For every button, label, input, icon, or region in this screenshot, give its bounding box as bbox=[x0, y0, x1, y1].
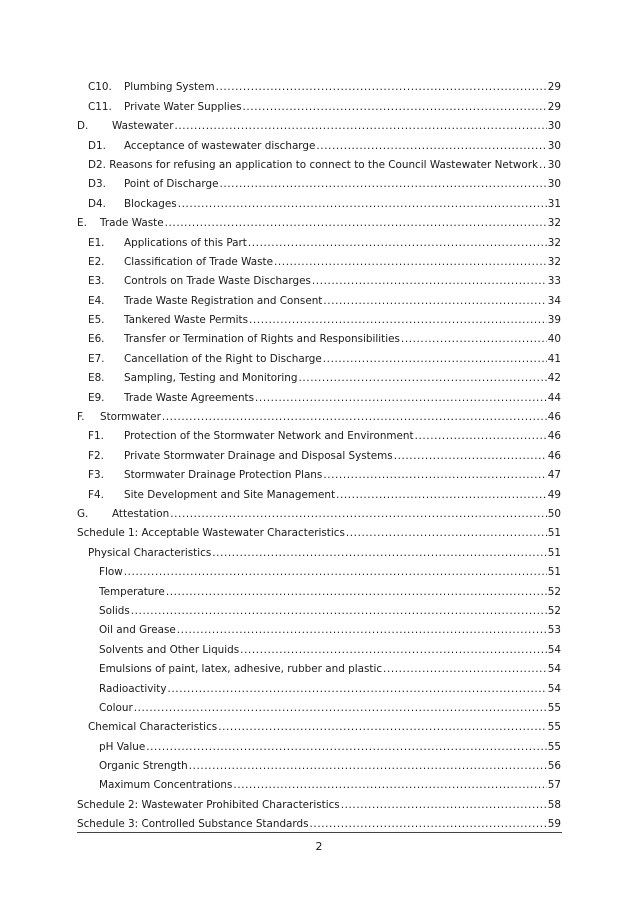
toc-dot-leader bbox=[218, 721, 547, 734]
toc-entry-page: 33 bbox=[547, 275, 561, 288]
toc-entry-page: 50 bbox=[547, 507, 561, 520]
toc-entry-page: 46 bbox=[547, 430, 561, 443]
toc-dot-leader bbox=[310, 818, 547, 831]
toc-entry-title: Private Water Supplies bbox=[124, 100, 242, 113]
toc-entry-page: 30 bbox=[547, 139, 561, 152]
toc-entry-number: F1. bbox=[88, 430, 104, 443]
toc-entry-page: 30 bbox=[547, 158, 561, 171]
toc-entry-page: 46 bbox=[547, 411, 561, 424]
toc-entry[interactable] bbox=[77, 521, 561, 540]
toc-entry-number: E. bbox=[77, 217, 87, 230]
toc-entry[interactable] bbox=[77, 250, 561, 269]
toc-entry[interactable] bbox=[77, 599, 561, 618]
toc-entry[interactable] bbox=[77, 482, 561, 501]
toc-entry-page: 51 bbox=[547, 546, 561, 559]
toc-entry-page: 52 bbox=[547, 585, 561, 598]
toc-entry-number: F2. bbox=[88, 449, 104, 462]
toc-entry-page: 46 bbox=[547, 449, 561, 462]
toc-entry-title: Site Development and Site Management bbox=[124, 488, 336, 501]
toc-entry[interactable] bbox=[77, 153, 561, 172]
toc-entry-page: 55 bbox=[547, 740, 561, 753]
toc-entry-page: 30 bbox=[547, 120, 561, 133]
toc-dot-leader bbox=[312, 275, 547, 288]
toc-entry-number: D1. bbox=[88, 139, 106, 152]
toc-dot-leader bbox=[170, 508, 547, 521]
toc-dot-leader bbox=[383, 663, 547, 676]
toc-entry-title: Private Stormwater Drainage and Disposal Systems bbox=[124, 449, 393, 462]
toc-entry-page: 31 bbox=[547, 197, 561, 210]
toc-dot-leader bbox=[165, 217, 547, 230]
toc-entry[interactable] bbox=[77, 734, 561, 753]
toc-entry[interactable] bbox=[77, 540, 561, 559]
toc-entry-title: Schedule 2: Wastewater Prohibited Characteristics bbox=[77, 798, 340, 811]
toc-entry-page: 57 bbox=[547, 779, 561, 792]
toc-entry[interactable] bbox=[77, 773, 561, 792]
toc-entry[interactable] bbox=[77, 366, 561, 385]
page-number: 2 bbox=[315, 840, 323, 853]
toc-entry[interactable] bbox=[77, 754, 561, 773]
toc-dot-leader bbox=[249, 314, 547, 327]
toc-entry-number: D. bbox=[77, 120, 89, 133]
toc-entry[interactable] bbox=[77, 792, 561, 811]
toc-dot-leader bbox=[255, 392, 547, 405]
toc-dot-leader bbox=[274, 256, 547, 269]
toc-entry-page: 39 bbox=[547, 314, 561, 327]
toc-entry[interactable] bbox=[77, 560, 561, 579]
toc-entry-title: Applications of this Part bbox=[124, 236, 247, 249]
toc-entry-title: Classification of Trade Waste bbox=[124, 255, 273, 268]
toc-entry-title: Schedule 1: Acceptable Wastewater Characteristics bbox=[77, 527, 345, 540]
toc-dot-leader bbox=[212, 547, 547, 560]
toc-entry-title: D2. Reasons for refusing an application to connect to the Council Wastewater Network bbox=[88, 158, 538, 171]
toc-dot-leader bbox=[248, 237, 547, 250]
toc-entry-number: F. bbox=[77, 411, 85, 424]
toc-entry-title: Acceptance of wastewater discharge bbox=[124, 139, 316, 152]
toc-entry-page: 54 bbox=[547, 663, 561, 676]
toc-entry-number: E5. bbox=[88, 314, 105, 327]
toc-entry-page: 42 bbox=[547, 372, 561, 385]
toc-dot-leader bbox=[233, 779, 546, 792]
toc-entry-title: Oil and Grease bbox=[99, 624, 176, 637]
toc-entry-title: Controls on Trade Waste Discharges bbox=[124, 275, 311, 288]
toc-entry-page: 54 bbox=[547, 682, 561, 695]
toc-entry-title: Attestation bbox=[112, 507, 170, 520]
toc-entry-title: Point of Discharge bbox=[124, 178, 219, 191]
toc-dot-leader bbox=[177, 624, 547, 637]
toc-entry-page: 41 bbox=[547, 352, 561, 365]
toc-entry-title: Stormwater Drainage Protection Plans bbox=[124, 469, 323, 482]
toc-entry-title: Cancellation of the Right to Discharge bbox=[124, 352, 322, 365]
toc-entry-page: 44 bbox=[547, 391, 561, 404]
toc-entry-title: Blockages bbox=[124, 197, 177, 210]
toc-dot-leader bbox=[189, 760, 547, 773]
toc-entry-number: F4. bbox=[88, 488, 104, 501]
toc-entry[interactable] bbox=[77, 463, 561, 482]
toc-entry[interactable] bbox=[77, 676, 561, 695]
toc-entry-page: 56 bbox=[547, 760, 561, 773]
toc-entry[interactable] bbox=[77, 308, 561, 327]
toc-entry-title: Flow bbox=[99, 566, 123, 579]
toc-entry-number: E2. bbox=[88, 255, 105, 268]
toc-entry-title: Protection of the Stormwater Network and Environment bbox=[124, 430, 414, 443]
toc-entry-title: Solids bbox=[99, 604, 130, 617]
toc-dot-leader bbox=[131, 605, 547, 618]
toc-entry-title: Tankered Waste Permits bbox=[124, 314, 248, 327]
toc-entry-title: Schedule 3: Controlled Substance Standards bbox=[77, 818, 309, 831]
toc-dot-leader bbox=[323, 353, 547, 366]
toc-entry-title: Stormwater bbox=[100, 411, 161, 424]
toc-entry-number: D4. bbox=[88, 197, 106, 210]
toc-entry[interactable] bbox=[77, 405, 561, 424]
toc-entry-page: 54 bbox=[547, 643, 561, 656]
toc-entry-number: E4. bbox=[88, 294, 105, 307]
toc-dot-leader bbox=[219, 178, 546, 191]
toc-entry[interactable] bbox=[77, 114, 561, 133]
toc-entry-title: Plumbing System bbox=[124, 81, 215, 94]
toc-entry-page: 59 bbox=[547, 818, 561, 831]
toc-dot-leader bbox=[178, 198, 547, 211]
toc-entry[interactable] bbox=[77, 579, 561, 598]
toc-entry-page: 55 bbox=[547, 701, 561, 714]
toc-entry-page: 34 bbox=[547, 294, 561, 307]
toc-entry[interactable] bbox=[77, 443, 561, 462]
toc-entry-page: 29 bbox=[547, 81, 561, 94]
toc-entry-page: 53 bbox=[547, 624, 561, 637]
toc-dot-leader bbox=[415, 430, 547, 443]
toc-dot-leader bbox=[168, 683, 547, 696]
toc-dot-leader bbox=[316, 140, 546, 153]
toc-entry-title: Wastewater bbox=[112, 120, 174, 133]
toc-entry-number: E1. bbox=[88, 236, 105, 249]
toc-dot-leader bbox=[146, 741, 547, 754]
toc-dot-leader bbox=[539, 159, 547, 172]
toc-entry[interactable] bbox=[77, 385, 561, 404]
toc-entry-page: 30 bbox=[547, 178, 561, 191]
toc-entry[interactable] bbox=[77, 133, 561, 152]
toc-entry[interactable] bbox=[77, 191, 561, 210]
toc-entry-number: C10. bbox=[88, 81, 112, 94]
toc-entry-title: Trade Waste bbox=[100, 217, 164, 230]
toc-entry-page: 51 bbox=[547, 566, 561, 579]
toc-entry-page: 55 bbox=[547, 721, 561, 734]
toc-dot-leader bbox=[323, 469, 546, 482]
toc-entry[interactable] bbox=[77, 424, 561, 443]
toc-entry-title: Trade Waste Agreements bbox=[124, 391, 255, 404]
toc-entry[interactable] bbox=[77, 346, 561, 365]
toc-dot-leader bbox=[336, 489, 547, 502]
toc-entry[interactable] bbox=[77, 637, 561, 656]
toc-entry-page: 32 bbox=[547, 217, 561, 230]
toc-entry-number: E7. bbox=[88, 352, 105, 365]
toc-entry[interactable] bbox=[77, 618, 561, 637]
toc-entry-title: Solvents and Other Liquids bbox=[99, 643, 240, 656]
toc-entry[interactable] bbox=[77, 288, 561, 307]
toc-entry-number: E9. bbox=[88, 391, 105, 404]
toc-entry-title: Physical Characteristics bbox=[88, 546, 212, 559]
toc-entry[interactable] bbox=[77, 812, 561, 831]
toc-entry-page: 51 bbox=[547, 527, 561, 540]
toc-dot-leader bbox=[134, 702, 547, 715]
toc-entry-page: 52 bbox=[547, 604, 561, 617]
toc-entry-number: C11. bbox=[88, 100, 112, 113]
toc-entry[interactable] bbox=[77, 502, 561, 521]
toc-dot-leader bbox=[174, 120, 546, 133]
toc-entry-number: E8. bbox=[88, 372, 105, 385]
toc-entry[interactable] bbox=[77, 269, 561, 288]
toc-dot-leader bbox=[166, 586, 547, 599]
toc-entry[interactable] bbox=[77, 94, 561, 113]
toc-entry-number: E3. bbox=[88, 275, 105, 288]
toc-dot-leader bbox=[162, 411, 547, 424]
toc-entry-title: Organic Strength bbox=[99, 760, 188, 773]
toc-entry[interactable] bbox=[77, 696, 561, 715]
toc-entry-page: 58 bbox=[547, 798, 561, 811]
toc-dot-leader bbox=[394, 450, 547, 463]
toc-dot-leader bbox=[323, 295, 546, 308]
footer-rule bbox=[77, 832, 562, 833]
toc-entry[interactable] bbox=[77, 75, 561, 94]
toc-dot-leader bbox=[401, 333, 547, 346]
toc-entry-title: pH Value bbox=[99, 740, 146, 753]
toc-entry-page: 32 bbox=[547, 255, 561, 268]
toc-dot-leader bbox=[299, 372, 547, 385]
toc-dot-leader bbox=[243, 101, 547, 114]
toc-entry-number: D3. bbox=[88, 178, 106, 191]
toc-entry-title: Colour bbox=[99, 701, 133, 714]
toc-dot-leader bbox=[216, 81, 547, 94]
toc-dot-leader bbox=[240, 644, 547, 657]
table-of-contents bbox=[77, 75, 561, 831]
toc-entry-number: G. bbox=[77, 507, 89, 520]
toc-entry-title: Temperature bbox=[99, 585, 165, 598]
toc-entry-title: Emulsions of paint, latex, adhesive, rubber and plastic bbox=[99, 663, 383, 676]
toc-entry[interactable] bbox=[77, 211, 561, 230]
toc-entry[interactable] bbox=[77, 657, 561, 676]
toc-entry-page: 47 bbox=[547, 469, 561, 482]
toc-dot-leader bbox=[124, 566, 547, 579]
toc-entry-page: 29 bbox=[547, 100, 561, 113]
toc-entry-title: Radioactivity bbox=[99, 682, 167, 695]
toc-entry[interactable] bbox=[77, 715, 561, 734]
toc-entry-title: Sampling, Testing and Monitoring bbox=[124, 372, 298, 385]
toc-entry-number: F3. bbox=[88, 469, 104, 482]
toc-entry[interactable] bbox=[77, 172, 561, 191]
toc-entry-number: E6. bbox=[88, 333, 105, 346]
toc-entry-title: Trade Waste Registration and Consent bbox=[124, 294, 323, 307]
toc-dot-leader bbox=[341, 799, 547, 812]
toc-entry-page: 49 bbox=[547, 488, 561, 501]
toc-dot-leader bbox=[346, 527, 547, 540]
toc-entry-page: 40 bbox=[547, 333, 561, 346]
toc-entry-page: 32 bbox=[547, 236, 561, 249]
toc-entry-title: Chemical Characteristics bbox=[88, 721, 218, 734]
toc-entry-title: Maximum Concentrations bbox=[99, 779, 233, 792]
toc-entry[interactable] bbox=[77, 230, 561, 249]
toc-entry[interactable] bbox=[77, 327, 561, 346]
toc-entry-title: Transfer or Termination of Rights and Responsibilities bbox=[124, 333, 400, 346]
